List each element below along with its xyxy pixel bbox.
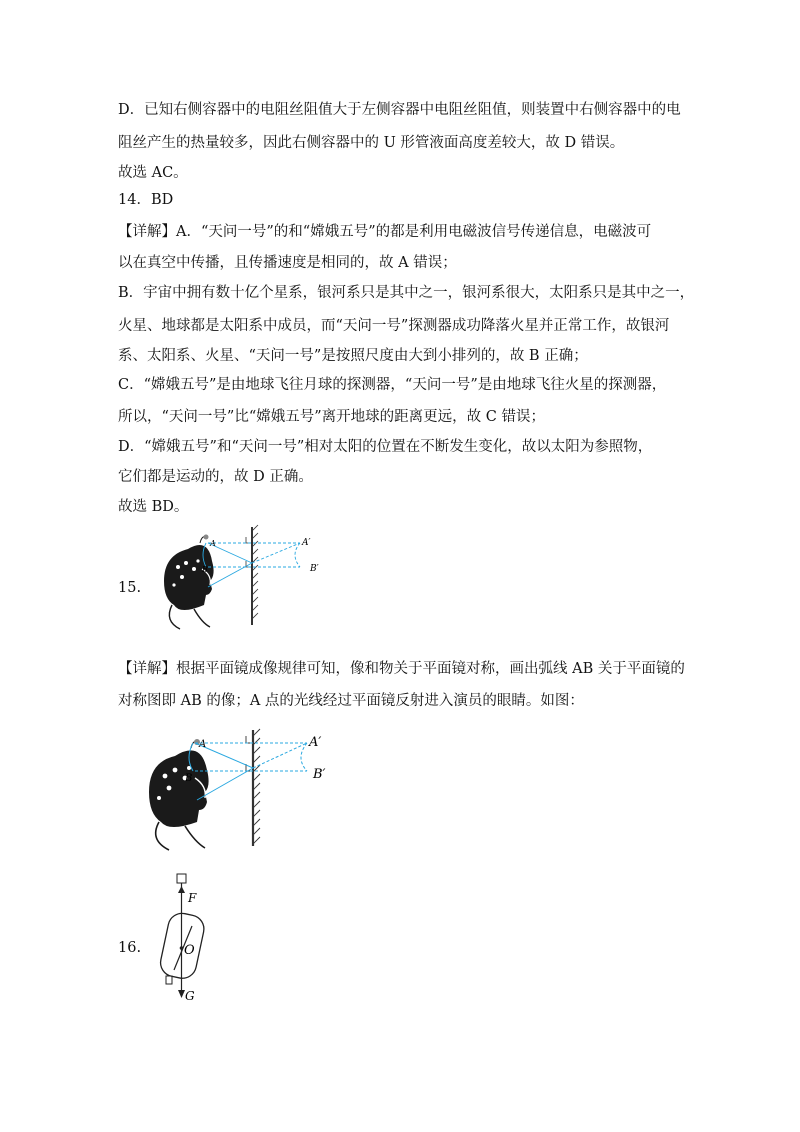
label-b-prime: B′: [313, 767, 326, 782]
label-gravity-g: G: [185, 989, 195, 1003]
text-line: C．“嫦娥五号”是由地球飞往月球的探测器，“天问一号”是由地球飞往火星的探测器，: [118, 377, 667, 393]
text-line: 【详解】A．“天问一号”的和“嫦娥五号”的都是利用电磁波信号传递信息，电磁波可: [118, 224, 652, 240]
text-line: D．已知右侧容器中的电阻丝阻值大于左侧容器中电阻丝阻值，则装置中右侧容器中的电: [118, 102, 681, 118]
label-b: B: [202, 565, 208, 574]
label-force-f: F: [188, 891, 197, 905]
text-line: 系、太阳系、火星、“天问一号”是按照尺度由大到小排列的，故 B 正确；: [118, 348, 588, 364]
text-line: 以在真空中传播，且传播速度是相同的，故 A 错误；: [118, 255, 457, 271]
text-line: 对称图即 AB 的像；A 点的光线经过平面镜反射进入演员的眼睛。如图：: [118, 693, 584, 709]
label-a-prime: A′: [302, 538, 311, 548]
text-line: B．宇宙中拥有数十亿个星系，银河系只是其中之一，银河系很大，太阳系只是其中之一，: [118, 285, 695, 301]
label-a-prime: A′: [309, 735, 322, 750]
question-number: 16.: [118, 940, 142, 956]
question-number: 15.: [118, 580, 142, 596]
text-line: 【详解】根据平面镜成像规律可知，像和物关于平面镜对称，画出弧线 AB 关于平面镜的: [118, 661, 685, 677]
text-line: 所以，“天问一号”比“嫦娥五号”离开地球的距离更远，故 C 错误；: [118, 409, 545, 425]
label-center-o: O: [184, 943, 195, 958]
text-line: 阻丝产生的热量较多，因此右侧容器中的 U 形管液面高度差较大，故 D 错误。: [118, 135, 625, 151]
label-b: B: [185, 773, 193, 784]
mirror-figure-large: [135, 728, 365, 858]
label-b-prime: B′: [310, 564, 319, 574]
text-line: D．“嫦娥五号”和“天问一号”相对太阳的位置在不断发生变化，故以太阳为参照物，: [118, 439, 653, 455]
performer-head-icon: [164, 535, 214, 630]
label-a: A: [199, 739, 207, 750]
question-number: 14．BD: [118, 192, 174, 208]
text-line: 故选 AC。: [118, 165, 188, 181]
label-a: A: [210, 539, 216, 548]
mirror-figure-small: [150, 525, 350, 635]
performer-head-icon: [149, 739, 209, 850]
text-line: 故选 BD。: [118, 499, 189, 515]
force-diagram: [150, 872, 230, 1007]
text-line: 火星、地球都是太阳系中成员，而“天问一号”探测器成功降落火星并正常工作，故银河: [118, 318, 670, 334]
text-line: 它们都是运动的，故 D 正确。: [118, 469, 313, 485]
